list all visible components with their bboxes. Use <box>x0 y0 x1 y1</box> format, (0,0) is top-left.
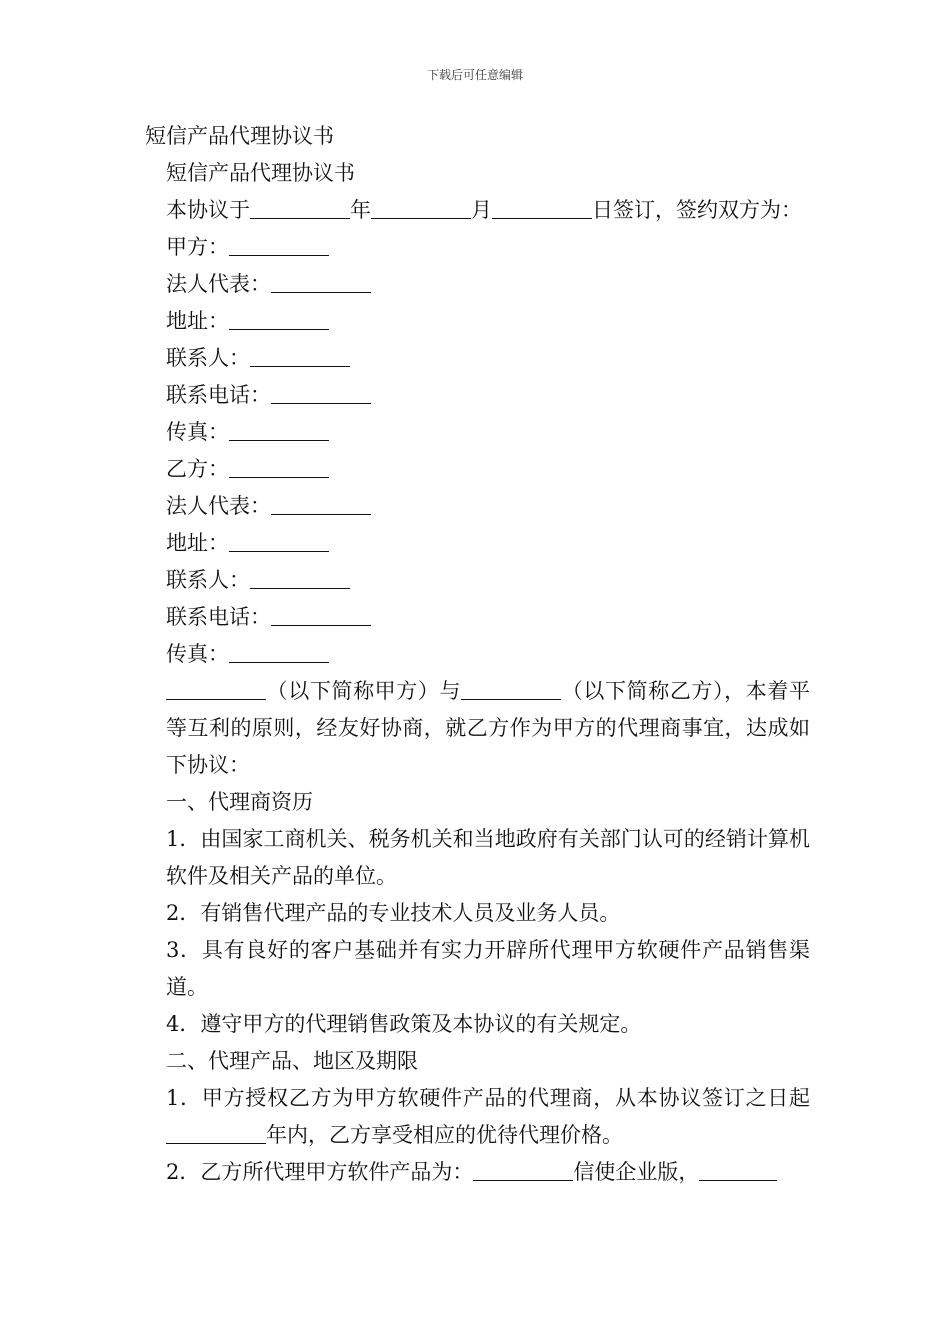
party-b-address-blank[interactable] <box>229 527 329 552</box>
section2-item1-part-b: 年内，乙方享受相应的优待代理价格。 <box>266 1123 623 1147</box>
party-b-blank[interactable] <box>229 453 329 478</box>
party-a-legal-rep-label: 法人代表： <box>166 272 271 296</box>
document-title: 短信产品代理协议书 <box>145 124 334 148</box>
party-b-fax-label: 传真： <box>166 642 229 666</box>
intro-paragraph <box>145 673 810 784</box>
party-a-blank[interactable] <box>229 231 329 256</box>
party-b-fax-blank[interactable] <box>229 638 329 663</box>
day-blank[interactable] <box>492 194 592 219</box>
month-label: 月 <box>471 198 492 222</box>
party-b-address-label: 地址： <box>166 531 229 555</box>
party-b-contact-blank[interactable] <box>250 564 350 589</box>
party-b-phone-blank[interactable] <box>271 601 371 626</box>
page-header-note: 下载后可任意编辑 <box>426 68 523 82</box>
party-b-phone-label: 联系电话： <box>166 605 271 629</box>
party-b-legal-rep-label: 法人代表： <box>166 494 271 518</box>
section2-heading: 二、代理产品、地区及期限 <box>166 1049 418 1073</box>
section2-item1-part-a: 1．甲方授权乙方为甲方软硬件产品的代理商，从本协议签订之日起 <box>166 1086 810 1110</box>
section2-item2-part-b: 信使企业版， <box>573 1160 700 1184</box>
party-a-contact-label: 联系人： <box>166 346 250 370</box>
party-a-legal-rep-line <box>145 266 810 303</box>
intro-part1: （以下简称甲方）与 <box>266 679 462 703</box>
month-blank[interactable] <box>371 194 471 219</box>
section1-item2: 2．有销售代理产品的专业技术人员及业务人员。 <box>166 901 621 925</box>
section2-item2-part-a: 2．乙方所代理甲方软件产品为： <box>166 1160 474 1184</box>
section1-item4: 4．遵守甲方的代理销售政策及本协议的有关规定。 <box>166 1012 642 1036</box>
party-a-contact-line <box>145 340 810 377</box>
party-b-label: 乙方： <box>166 457 229 481</box>
party-a-contact-blank[interactable] <box>250 342 350 367</box>
term-years-blank[interactable] <box>166 1119 266 1144</box>
section2-item1 <box>145 1080 810 1154</box>
year-label: 年 <box>350 198 371 222</box>
intro-party-a-blank[interactable] <box>166 675 266 700</box>
signing-prefix: 本协议于 <box>166 198 250 222</box>
section2-item2 <box>145 1154 810 1191</box>
party-a-phone-blank[interactable] <box>271 379 371 404</box>
party-b-contact-label: 联系人： <box>166 568 250 592</box>
party-a-fax-blank[interactable] <box>229 416 329 441</box>
section1-item1: 1．由国家工商机关、税务机关和当地政府有关部门认可的经销计算机软件及相关产品的单位。 <box>166 827 810 888</box>
party-b-phone-line <box>145 599 810 636</box>
party-a-line <box>145 229 810 266</box>
party-a-legal-rep-blank[interactable] <box>271 268 371 293</box>
party-a-phone-line <box>145 377 810 414</box>
intro-party-b-blank[interactable] <box>461 675 561 700</box>
party-a-label: 甲方： <box>166 235 229 259</box>
product-blank[interactable] <box>473 1156 573 1181</box>
document-body <box>145 118 810 1191</box>
party-b-legal-rep-line <box>145 488 810 525</box>
party-a-fax-line <box>145 414 810 451</box>
signing-date-line <box>145 192 810 229</box>
section1-item3: 3．具有良好的客户基础并有实力开辟所代理甲方软硬件产品销售渠道。 <box>166 938 810 999</box>
product-extra-blank[interactable] <box>699 1156 777 1181</box>
party-a-address-label: 地址： <box>166 309 229 333</box>
document-subtitle: 短信产品代理协议书 <box>166 161 355 185</box>
party-a-address-blank[interactable] <box>229 305 329 330</box>
party-b-legal-rep-blank[interactable] <box>271 490 371 515</box>
party-a-address-line <box>145 303 810 340</box>
party-a-phone-label: 联系电话： <box>166 383 271 407</box>
year-blank[interactable] <box>250 194 350 219</box>
party-b-line <box>145 451 810 488</box>
party-a-fax-label: 传真： <box>166 420 229 444</box>
party-b-contact-line <box>145 562 810 599</box>
signing-suffix: 日签订，签约双方为： <box>592 198 802 222</box>
section1-heading: 一、代理商资历 <box>166 790 313 814</box>
party-b-fax-line <box>145 636 810 673</box>
intro-part2: （以下简称乙方），本着平等互利的原则，经友好协商，就乙方作为甲方的代理商事宜，达成如下协议： <box>166 679 811 777</box>
party-b-address-line <box>145 525 810 562</box>
